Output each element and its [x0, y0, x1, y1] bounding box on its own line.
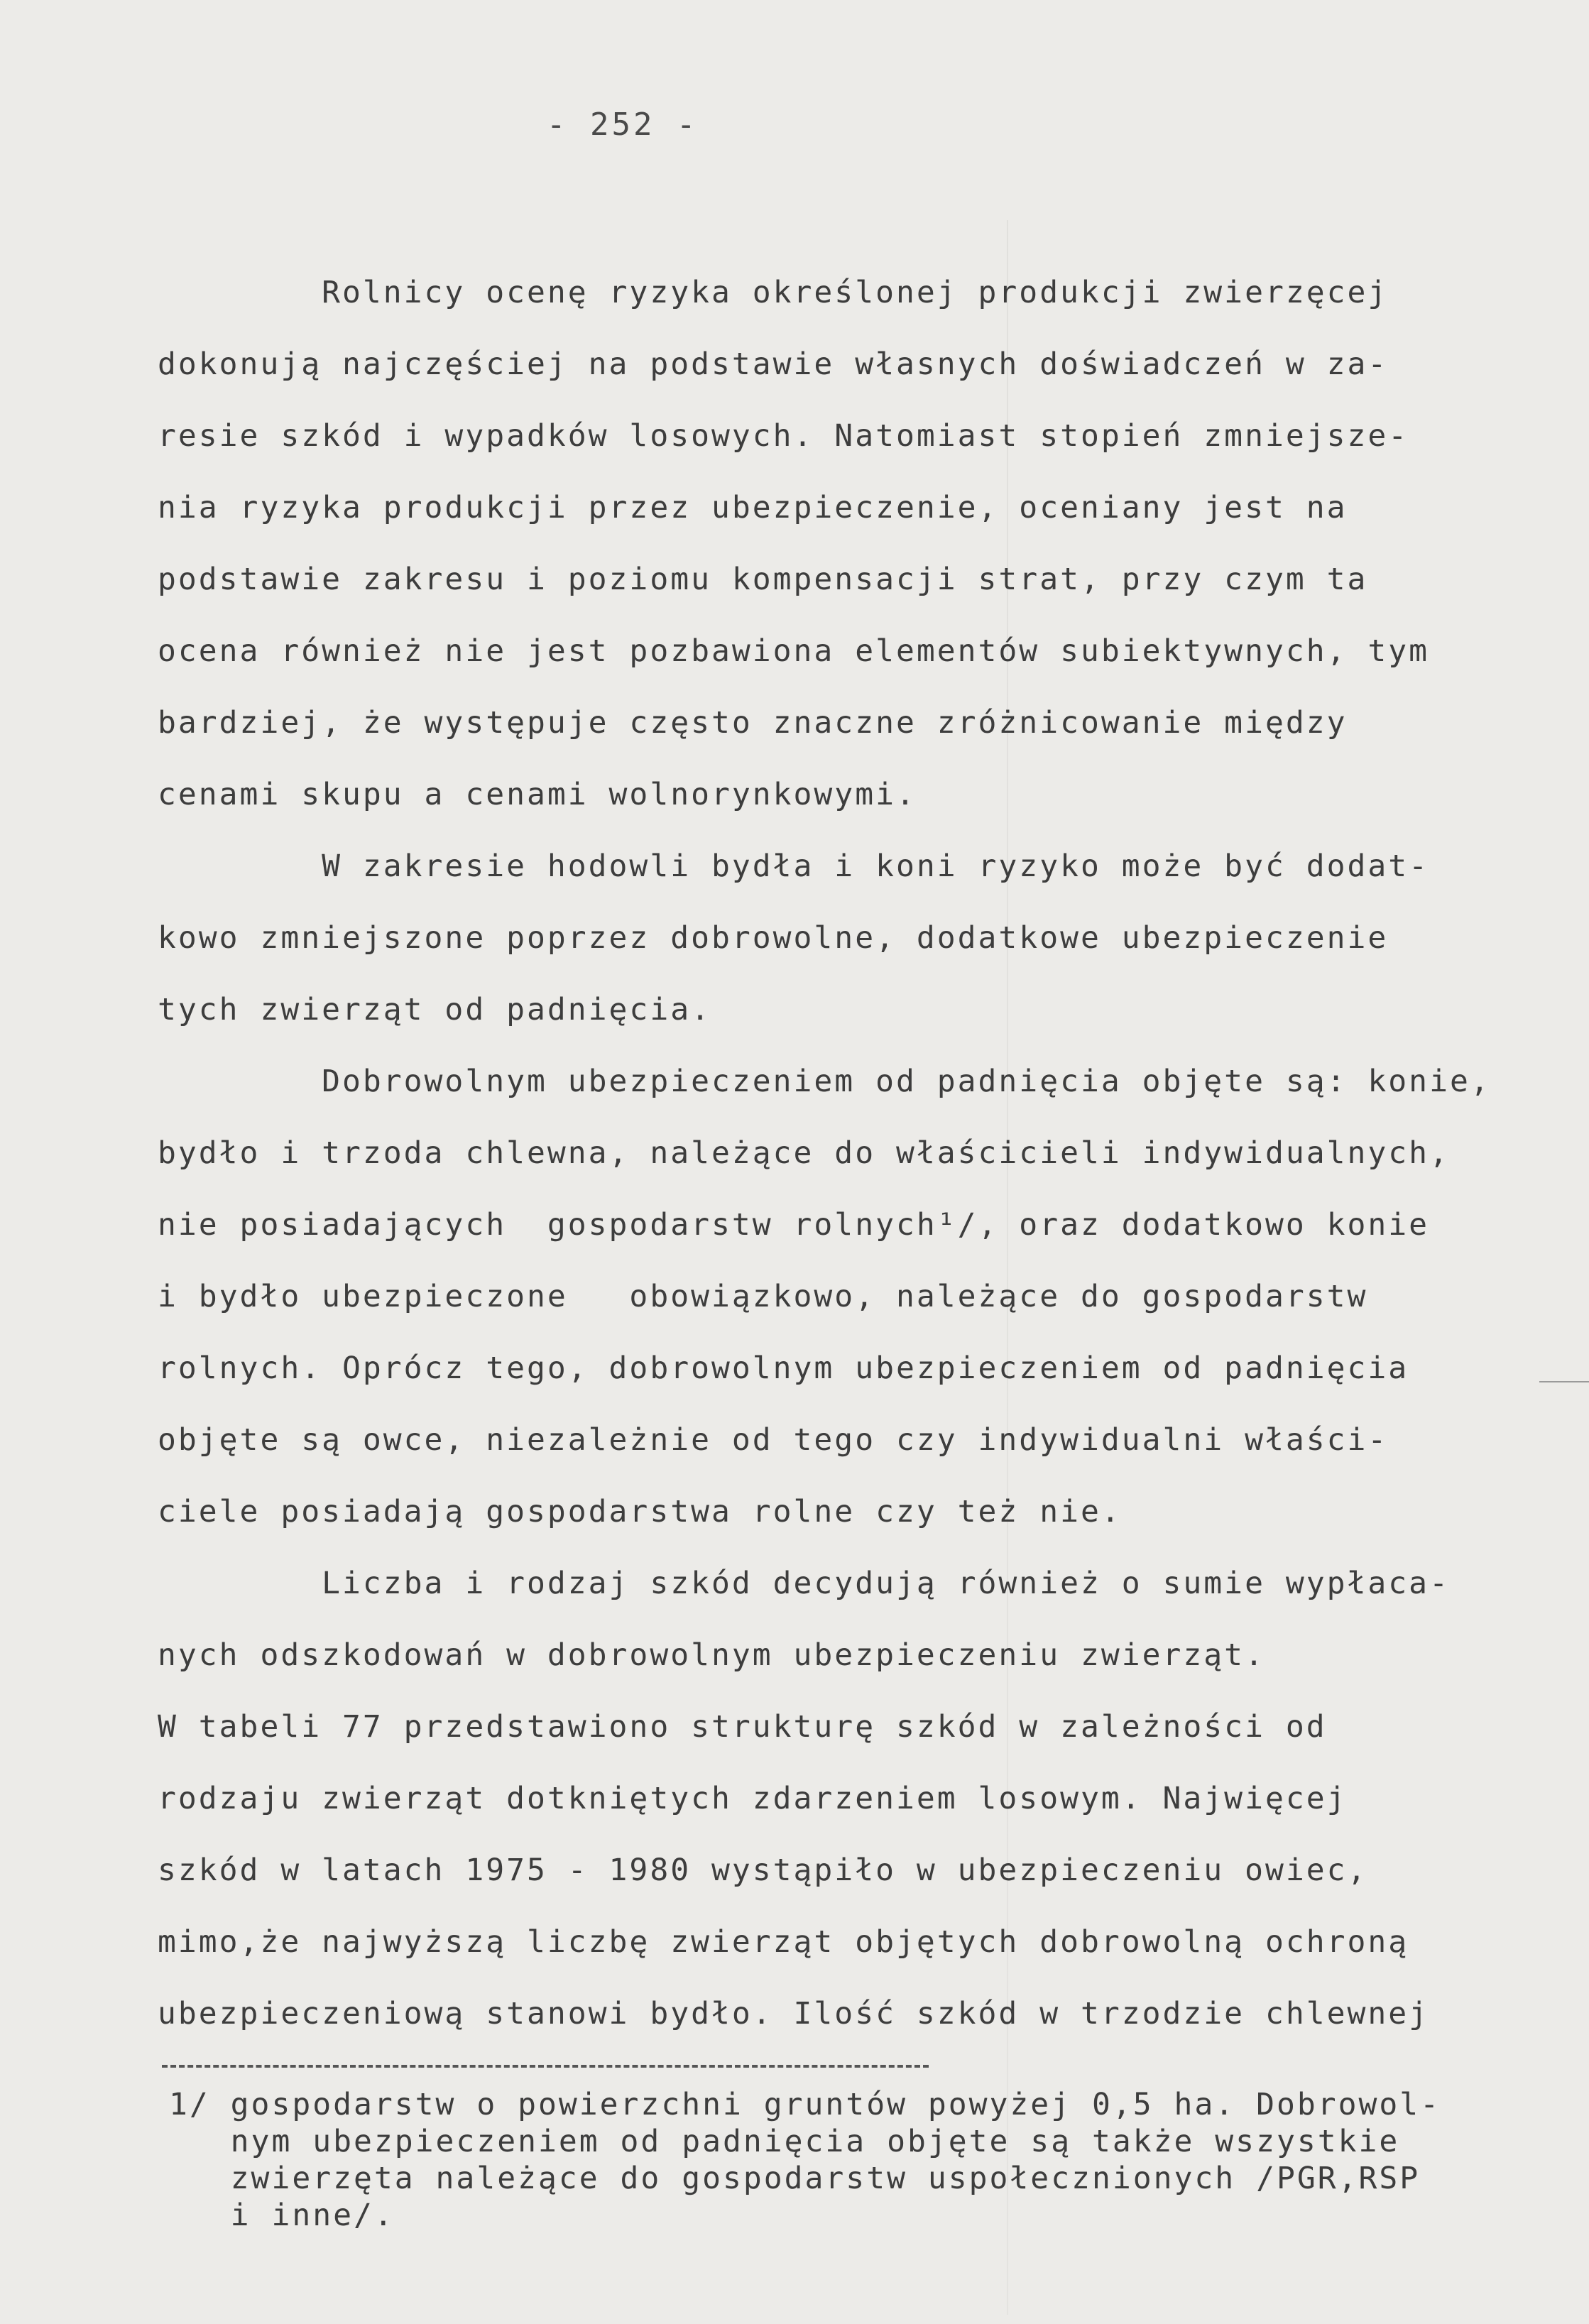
text-line: nia ryzyka produkcji przez ubezpieczenie, oceniany jest na — [158, 490, 1348, 525]
text-line: podstawie zakresu i poziomu kompensacji strat, przy czym ta — [158, 562, 1368, 597]
text-line: objęte są owce, niezależnie od tego czy indywidualni właści- — [158, 1422, 1389, 1458]
text-line: ubezpieczeniową stanowi bydło. Ilość szkód w trzodzie chlewnej — [158, 1996, 1430, 2031]
text-line: W zakresie hodowli bydła i koni ryzyko może być dodat- — [158, 849, 1430, 884]
text-line: ciele posiadają gospodarstwa rolne czy też nie. — [158, 1494, 1122, 1529]
footnote-separator — [162, 2065, 929, 2068]
text-line: kowo zmniejszone poprzez dobrowolne, dodatkowe ubezpieczenie — [158, 920, 1389, 956]
text-line: Rolnicy ocenę ryzyka określonej produkcji zwierzęcej — [158, 275, 1389, 310]
text-line: nie posiadających gospodarstw rolnych¹/, oraz dodatkowo konie — [158, 1207, 1430, 1243]
margin-mark — [1539, 1381, 1589, 1382]
text-line: szkód w latach 1975 - 1980 wystąpiło w ubezpieczeniu owiec, — [158, 1853, 1368, 1888]
text-line: tych zwierząt od padnięcia. — [158, 992, 711, 1027]
text-line: resie szkód i wypadków losowych. Natomiast stopień zmniejsze- — [158, 418, 1409, 454]
footnote — [169, 2086, 1441, 2234]
text-line: ocena również nie jest pozbawiona elementów subiektywnych, tym — [158, 633, 1430, 669]
text-line: i bydło ubezpieczone obowiązkowo, należące do gospodarstw — [158, 1279, 1368, 1314]
text-line: rolnych. Oprócz tego, dobrowolnym ubezpieczeniem od padnięcia — [158, 1351, 1409, 1386]
body-text — [158, 257, 1549, 2050]
text-line: bydło i trzoda chlewna, należące do właścicieli indywidualnych, — [158, 1135, 1450, 1171]
text-line: rodzaju zwierząt dotkniętych zdarzeniem losowym. Najwięcej — [158, 1781, 1348, 1816]
text-line: W tabeli 77 przedstawiono strukturę szkód w zależności od — [158, 1709, 1327, 1745]
text-line: cenami skupu a cenami wolnorynkowymi. — [158, 777, 917, 812]
footnote-line: 1/ gospodarstw o powierzchni gruntów powyżej 0,5 ha. Dobrowol- — [169, 2087, 1441, 2122]
text-line: mimo,że najwyższą liczbę zwierząt objętych dobrowolną ochroną — [158, 1924, 1409, 1960]
footnote-line: i inne/. — [169, 2198, 395, 2233]
footnote-line: zwierzęta należące do gospodarstw uspołecznionych /PGR,RSP — [169, 2161, 1421, 2196]
text-line: Liczba i rodzaj szkód decydują również o sumie wypłaca- — [158, 1566, 1450, 1601]
text-line: bardziej, że występuje często znaczne zróżnicowanie między — [158, 705, 1348, 741]
text-line: nych odszkodowań w dobrowolnym ubezpieczeniu zwierząt. — [158, 1637, 1265, 1673]
text-line: Dobrowolnym ubezpieczeniem od padnięcia objęte są: konie, — [158, 1064, 1491, 1099]
footnote-line: nym ubezpieczeniem od padnięcia objęte są także wszystkie — [169, 2124, 1400, 2159]
page-number: - 252 - — [547, 107, 699, 143]
text-line: dokonują najczęściej na podstawie własnych doświadczeń w za- — [158, 347, 1389, 382]
